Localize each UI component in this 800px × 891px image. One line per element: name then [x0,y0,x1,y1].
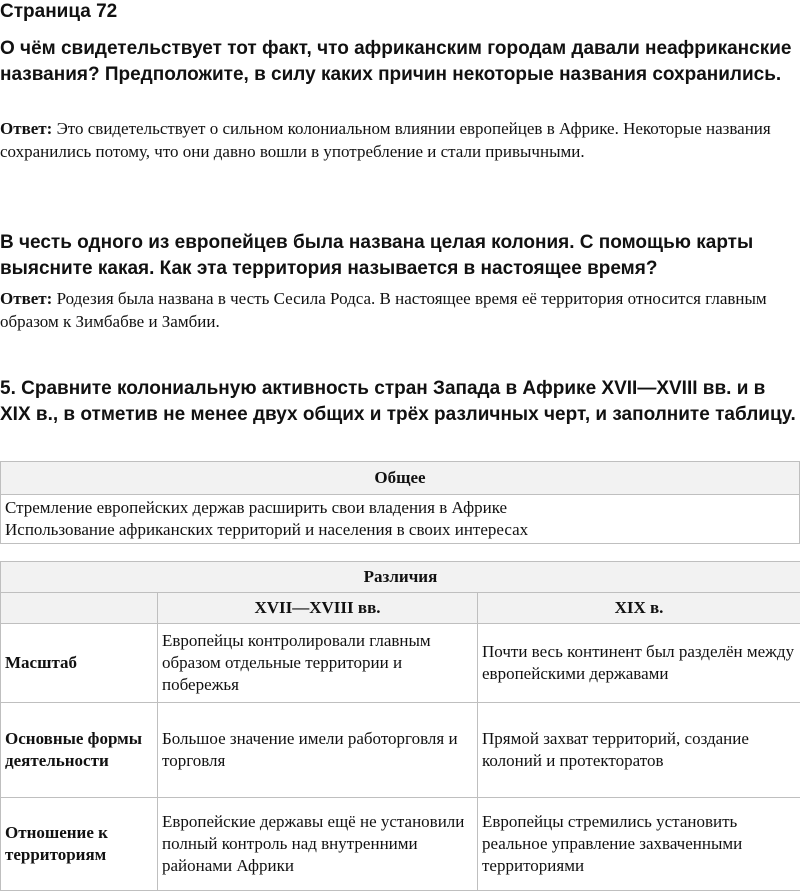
column-header-19: XIX в. [478,593,800,624]
question-1: О чём свидетельствует тот факт, что африканским городам давали неафриканские названия? Предположите, в силу каких причин некоторые названия сохранились. [0,38,792,85]
differences-table [0,561,800,891]
row-label: Отношение к территориям [1,798,158,891]
table-cell: Почти весь континент был разделён между европейскими державами [478,624,800,703]
differences-columns-row [1,593,800,624]
answer-1-label: Ответ: [0,119,53,138]
table-cell: Большое значение имели работорговля и торговля [158,703,478,798]
question-3: 5. Сравните колониальную активность стран Запада в Африке XVII—XVIII вв. и в XIX в., в отметив не менее двух общих и трёх различных черт, и заполните таблицу. [0,378,796,425]
common-line-2: Использование африканских территорий и населения в своих интересах [5,520,529,539]
common-table-header-row [1,462,800,495]
differences-header: Различия [1,562,800,593]
page-title: Страница 72 [0,1,118,22]
answer-1-text: Это свидетельствует о сильном колониальном влиянии европейцев в Африке. Некоторые названия сохранились потому, что они давно вошли в употребление и стали привычными. [0,119,771,161]
row-label: Масштаб [1,624,158,703]
answer-2-label: Ответ: [0,289,53,308]
differences-corner-cell [1,593,158,624]
table-cell: Европейцы контролировали главным образом отдельные территории и побережья [158,624,478,703]
question-2: В честь одного из европейцев была названа целая колония. С помощью карты выясните какая. Как эта территория называется в настоящее время? [0,232,754,279]
table-row [1,703,800,798]
table-cell: Европейские державы ещё не установили полный контроль над внутренними районами Африки [158,798,478,891]
table-cell: Европейцы стремились установить реальное управление захваченными территориями [478,798,800,891]
answer-2 [0,287,800,333]
table-row [1,798,800,891]
common-table-body-row [1,495,800,544]
common-table [0,461,800,544]
common-table-cell [1,495,800,544]
row-label: Основные формы деятельности [1,703,158,798]
answer-1 [0,117,800,163]
differences-header-row [1,562,800,593]
common-line-1: Стремление европейских держав расширить свои владения в Африке [5,498,508,517]
table-row [1,624,800,703]
common-table-header: Общее [1,462,800,495]
column-header-17-18: XVII—XVIII вв. [158,593,478,624]
answer-2-text: Родезия была названа в честь Сесила Родса. В настоящее время её территория относится главным образом к Зимбабве и Замбии. [0,289,767,331]
table-cell: Прямой захват территорий, создание колоний и протекторатов [478,703,800,798]
